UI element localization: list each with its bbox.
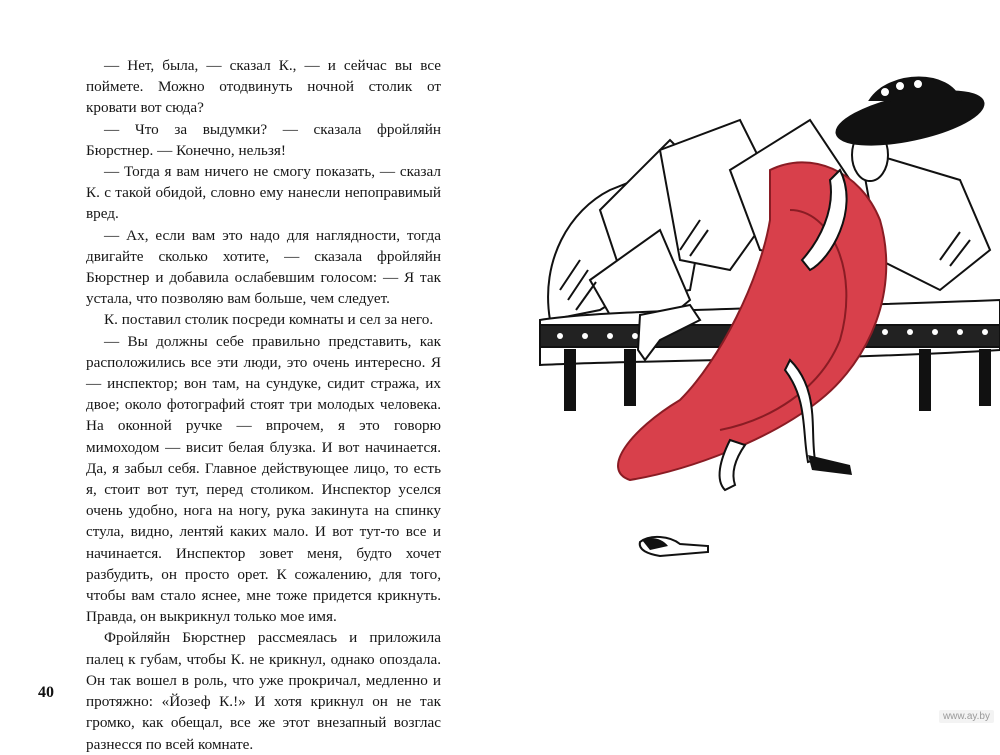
shoe-on-foot <box>808 455 852 475</box>
illustration-woman-on-sofa <box>540 60 1000 580</box>
paragraph: — Что за выдумки? — сказала фройляйн Бюрстнер. — Конечно, нельзя! <box>86 120 441 159</box>
page-number: 40 <box>38 684 54 701</box>
paragraph: К. поставил столик посреди комнаты и сел за него. <box>104 311 434 329</box>
paragraph: — Вы должны себе правильно представить, как расположились все эти люди, это очень интересно. Я — инспектор; вон там, на сундуке, сидит стража, их двое; около фотографий стоят три молодых человека. На оконной ручке — впрочем, я это говорю мимоходом — висит белая блузка. И вот начинается. Да, я забыл себя. Главное действующее лицо, то есть я, стоит вот тут, перед столиком. Инспектор уселся очень удобно, нога на ногу, рука закинута на спинку стула, видно, лентяй каких мало. И вот тут-то все и начинается. Инспектор зовет меня, будто хочет разбудить, он просто орет. К сожалению, для того, чтобы вам стало яснее, мне тоже придется крикнуть. Правда, он выкрикнул только мое имя. <box>86 332 441 626</box>
paragraph: — Тогда я вам ничего не смогу показать, — сказал К. с такой обидой, словно ему нанесли непоправимый вред. <box>86 163 441 223</box>
paragraph: — Нет, была, — сказал К., — и сейчас вы все поймете. Можно отодвинуть ночной столик от кровати вот сюда? <box>86 57 441 117</box>
paragraph: Фройляйн Бюрстнер рассмеялась и приложила палец к губам, чтобы К. не крикнул, однако опоздала. Он так вошел в роль, что уже прокричал, медленно и протяжно: «Йозеф К.!» И хотя крикнул он не так громко, как обещал, все же этот внезапный возглас разнесся по всей комнате. <box>86 629 441 753</box>
text-column <box>86 55 441 755</box>
paragraph: — Ах, если вам это надо для наглядности, тогда двигайте сколько хотите, — сказала фройляйн Бюрстнер и добавила ослабевшим голосом: — Я так устала, что позволяю вам больше, чем следует. <box>86 226 441 308</box>
watermark: www.ay.by <box>939 710 994 723</box>
hat <box>832 78 988 156</box>
